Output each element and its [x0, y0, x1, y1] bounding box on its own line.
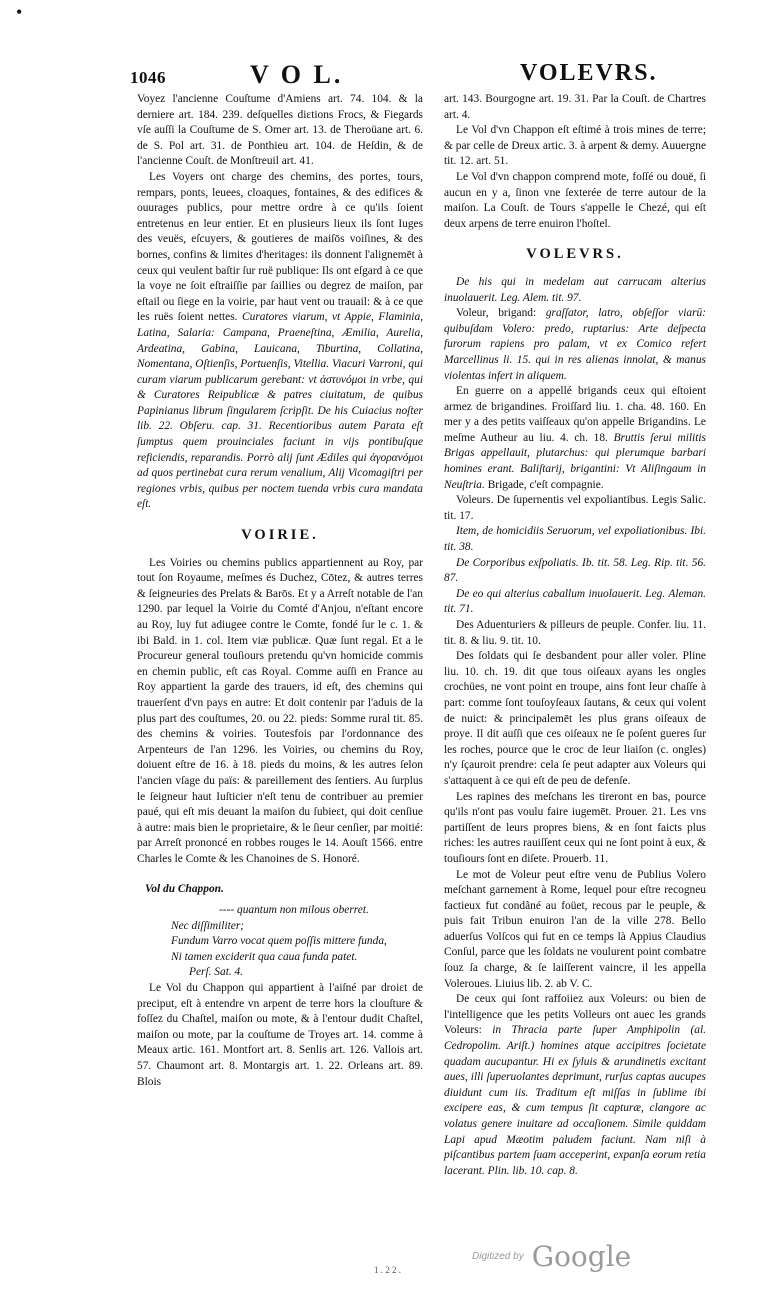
paragraph-mote: Le Vol d'vn chappon comprend mote, foſſé ou douë, ſi aucun en y a, ſinon vne ſexterée de terre autour de la maiſon. La Couſt. de Tours s'appelle le Chezé, qui eſt deux arpens de terre enuiron l'hoſtel. [444, 170, 706, 230]
voyers-text: Les Voyers ont charge des chemins, des portes, tours, rempars, ponts, leuees, cloaques, fontaines, & des edifices & ouurages publics, pour mettre ordre à ce qu'ils ſoient entretenus en leur entier. Et en plusieurs lieux ils ſont Iuges des veuës, eſcuyers, & goutieres de maiſōs voiſines, & des bornes, confins & limites d'heritages: ils donnent l'alignemēt à ceux qui veulent baſtir ſur ruë publique: Ils ont eſgard à ce que la voye ne ſoit eſtraiſſie par ſaillies ou degrez de maiſon, par eſtail ou ſiege en la voirie, par haut vent ou trauail: & à ce que les ruës ſoient nettes. [137, 170, 423, 324]
paragraph-caballum [444, 587, 706, 618]
paragraph-homicidiis [444, 524, 706, 555]
digitized-watermark [472, 1240, 631, 1273]
paragraph-brigand [444, 306, 706, 384]
signature-mark: 1 . 2 2 . [374, 1265, 401, 1275]
brigand-text: Voleur, brigand: [456, 307, 546, 320]
heading-voleurs: VOLEVRS. [526, 246, 624, 263]
brigandines-text: En guerre on a appellé brigands ceux qui eſtoient armez de brigandines. Froiſſard liu. 1. cha. 48. 160. En mer y a des petits vaiſſeaux qu'on appelle Brigandins. Le meſme Autheur au liu. 4. ch. 18. [444, 385, 706, 444]
paragraph-corporibus [444, 556, 706, 587]
paragraph-volero: Le mot de Voleur peut eſtre venu de Publius Volero meſchant garnement à Rome, lequel pour eſtre recogneu factieux fut condãné au foüet, recous par le peuple, & puis fait Tribun enuiron l'an de la ville 278. Bello aduerſus Volſcos qui fut en ce temps là Appius Claudius Conſul, parce que les ſoldats ne voulurent point combatre ſouz ſa charge, & ſe laiſſerent vaincre, il les appella Voleroues. Liuius lib. 2. ab V. C. [444, 868, 706, 990]
medelam-latin: De his qui in medelam aut carrucam alterius inuolauerit. Leg. Alem. tit. 97. [444, 275, 706, 304]
paragraph-lex-salica: Voleurs. De ſupernentis vel expoliantibus. Legis Salic. tit. 17. [444, 494, 706, 522]
heading-voirie: VOIRIE. [241, 527, 319, 544]
paragraph-voiries: Les Voiries ou chemins publics appartiennent au Roy, par tout ſon Royaume, meſmes és Duchez, Cōtez, & autres terres & ſeigneuries des Prelats & Barōs. Et y a Arreſt notable de l'an 1290. par lequel la Voirie du Comté d'Anjou, n'eſtant encore au Roy, luy fut adiugee contre le Comte, fondé ſur le c. 1. & ibi Bald. in 1. col. Item viæ publicæ. Quæ ſunt regal. Et a le Procureur general touſiours pretendu qu'vn homicide commis en chemin public, eſt cas Royal. Comme auſſi en France au Roy appartient la garde des trauers, id eſt, des chemins qui trauerſent d'vn pays en autre: Et doit contenir par l'aduis de la plus part des couſtumes, 20. ou 22. pieds: Somme rural tit. 85. des chemins & voiries. Toutesfois par l'ordonnance des Arpenteurs de l'an 1296. les Voiries, ou chemins du Roy, doiuent eſtre de 16. à 18. pieds du moins, & les autres ſelon l'ancien vſage du païs: & pareillement des ſentiers. Au ſurplus le ſeigneur haut Iuſticier n'eſt tenu de contribuer au premier paué, qui eſt mis deuant la maiſon du ſubieɛt, qui doit cenſiue à autre: mais bien le proprietaire, & le ſieur cenſier, par moitié: par Arreſt prononcé en robbes rouges le 14. Aouſt 1566. entre Charles le Comte & les Chanoines de S. Honoré. [137, 556, 423, 865]
page-header [120, 60, 665, 90]
running-title-left: V O L. [250, 60, 344, 89]
petits-volleurs-text: De ceux qui ſont raffoiiez aux Voleurs: ou bien de l'intelligence que les petits Volleurs ont auec les grands Voleurs: [444, 993, 706, 1037]
paragraph-vol-chappon: Le Vol du Chappon qui appartient à l'aiſné par droiɛt de preciput, eſt à entendre vn arpent de terre hors la clouſture & foſſez du Chaſtel, maiſon ou mote, & à l'entour dudit Chaſtel, maiſon ou mote, par la couſtume de Troyes art. 14. comme à Meaux artic. 161. Montfort art. 8. Senlis art. 126. Vallois art. 57. Chaumont art. 8. Montargis art. 1. 22. Orleans art. 89. Blois [137, 982, 423, 1088]
verse-line: Fundum Varro vocat quem poſſis mittere funda, [171, 935, 387, 948]
voyers-latin: Curatores viarum, vt Appie, Flaminia, Latina, Salaria: Campana, Praeneſtina, Æmilia, Aurelia, Ardeatina, Gabina, Lauicana, Tiburtina, Collatina, Nomentana, Oſtienſis, Portuenſis, Vitellia. Viacuri Varroni, qui curam viarum publicarum gerebant: vt ἀστυνόμοι in vrbe, qui & Curatores Reipublicæ & patres ciuitatum, de quibus Papinianus librum ſingularem ſcripſit. De his Cuiacius noſter lib. 22. Obſeru. cap. 31. Recentioribus autem Parata eſt ſumptus quem prouinciales faciunt in vijs pontibuſque reficiendis, reparandis. Porrò alij ſunt Ædiles qui ἀγορανόμοι ad quos pertinebat cura rerum venalium, Alij Vicomagiſtri per regiones vrbis, quibus per noctem tuenda vrbis cura mandata eſt. [137, 311, 423, 511]
paragraph-bourgogne: art. 143. Bourgogne art. 19. 31. Par la Couſt. de Chartres art. 4. [444, 93, 706, 121]
paragraph-amiens: Voyez l'ancienne Couſtume d'Amiens art. 74. 104. & la derniere art. 184. 239. deſquelles diɛtions Frocs, & Fiegards vſe auſſi la Couſtume de S. Omer art. 13. de Theroüane art. 6. de S. Pol art. 31. de Ponthieu art. 104. de Heſdin, & de l'ancienne Couſt. de Monſtreuil art. 41. [137, 93, 423, 168]
corner-mark: • [16, 2, 23, 22]
verse-citation: Perſ. Sat. 4. [189, 966, 244, 979]
paragraph-petits-volleurs [444, 992, 706, 1179]
right-column [444, 92, 706, 1179]
paragraph-voyers [137, 170, 423, 513]
corporibus-latin: De Corporibus exſpoliatis. Ib. tit. 58. Leg. Rip. tit. 56. 87. [444, 556, 706, 585]
verse-line: ---- quantum non milous oberret. [219, 904, 369, 917]
brigandines-latin: Bruttis ſerui militis Brigas appellauit, plutarchus: qui plerumque barbari homines erant. Baliſtarij, brigantini: Vt Aliſingaum in Neuſtria. [444, 431, 706, 491]
paragraph-medelam [444, 275, 706, 306]
paragraph-soldats: Des ſoldats qui ſe desbandent pour aller voler. Pline liu. 10. ch. 19. dit que tous oiſeaux ayans les ongles crochües, ne vont point en troupe, ains font leur chaſſe à part: comme ſont touſoyſeaux ſautans, & ceux qui volent de nuict: & principalemēt les plus grans oiſeaux de proye. Il dit auſſi que ces oiſeaux ne ſe poſent gueres ſur les roches, pource que le croc de leur liaiſon (c. ongles) n'y ſçauroit prendre: cela ſe peut adapter aux Voleurs qui s'attaquent à ce qui eſt de peu de defenſe. [444, 650, 706, 787]
paragraph-brigandines [444, 384, 706, 493]
page-number: 1046 [130, 68, 166, 87]
petits-volleurs-latin: in Thracia parte ſuper Amphipolin (al. Cedropolim. Ariſt.) homines atque accipitres ſocietate quadam aucupantur. Hi ex ſyluis & arundinetis excitant aues, illi ſuperuolantes deprimunt, rurſus captas aucupes diuidunt cum iis. Traditum eſt miſſas in ſublime ibi excipere eas, & cum tempus ſit capturæ, clangore ac volatus genere inuitare ad occaſionem. Simile quiddam Lapi apud Mæotim paludem faciunt. Nam niſi à piſcantibus partem ſuam acceperint, expanſa eorum retia lacerant. Plin. lib. 10. cap. 8. [444, 1024, 706, 1177]
watermark-prefix: Digitized by [472, 1251, 524, 1262]
paragraph-trois-mines: Le Vol d'vn Chappon eſt eſtimé à trois mines de terre; & par celle de Dreux artic. 3. à arpent & demy. Auuergne tit. 12. art. 51. [444, 124, 706, 168]
paragraph-aduenturiers: Des Aduenturiers & pilleurs de peuple. Confer. liu. 11. tit. 8. & liu. 9. tit. 10. [444, 619, 706, 647]
homicidiis-latin: Item, de homicidiis Seruorum, vel expoliationibus. Ibi. tit. 38. [444, 525, 706, 554]
brigand-latin: graſſator, latro, obſeſſor viarū: quibuſdam Volero: predo, ruptarius: Arte deſpecta furorum rapiens pro palam, vt ex Comico refert Marcellinus li. 15. qui in res alienas innolat, & manus violentas infert in aliquem. [444, 307, 706, 382]
paragraph-rapines: Les rapines des meſchans les tireront en bas, pource qu'ils n'ont pas voulu faire iugemēt. Prouer. 21. Les vns partiſſent de leurs propres biens, & en ſont faicts plus riches: les autres rauiſſent ceux qui ne ſont point à eux, & touſiours ſont en diſete. Prouerb. 11. [444, 790, 706, 865]
verse-line: Nec diſſimiliter; [171, 919, 245, 932]
left-column [137, 92, 423, 1090]
verse-line: Ni tamen exciderit qua caua funda patet. [171, 950, 358, 963]
running-title-right: VOLEVRS. [520, 60, 658, 86]
brigade-text: Brigade, c'eſt compagnie. [487, 478, 604, 491]
subheading-vol-du-chappon: Vol du Chappon. [145, 882, 224, 895]
google-logo: Google [531, 1240, 632, 1273]
caballum-latin: De eo qui alterius caballum inuolauerit. Leg. Aleman. tit. 71. [444, 587, 706, 616]
